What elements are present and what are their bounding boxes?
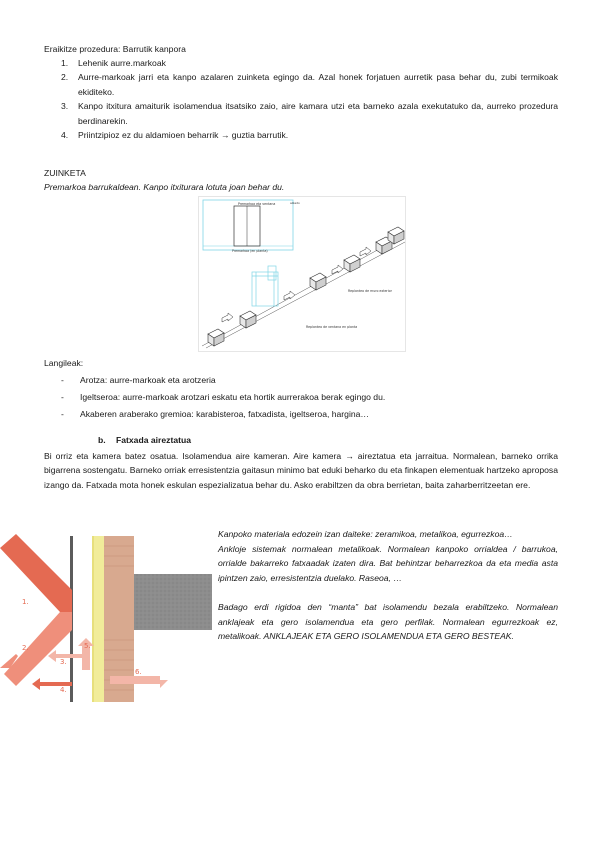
- list-item: 3. Kanpo itxitura amaiturik isolamendua itsatsiko zaio, aire kamara utzi eta barneko azala exekutatuko da, aurreko prozedura berdinarekin.: [61, 101, 558, 126]
- list-item: 2. Aurre-markoak jarri eta kanpo azalaren zuinketa egingo da. Azal honek forjatuen aurretik pasa behar du, zubi termikoak ekiditeko.: [61, 72, 558, 97]
- list-item: - Arotza: aurre-markoak eta arotzeria: [61, 375, 216, 385]
- reflected-ray-arrow: [4, 612, 72, 686]
- process-heading: Eraikitze prozedura: Barrutik kanpora: [44, 44, 186, 54]
- list-item: - Akaberen araberako gremioa: karabisteroa, fatxadista, igeltseroa, hargina…: [61, 409, 370, 419]
- zuinketa-title: ZUINKETA: [44, 168, 86, 178]
- figure1-label-right: Replanteo de muro exterior: [348, 289, 392, 293]
- section-b-letter: b.: [98, 435, 106, 445]
- figure1-label-top-b: Premarkoa (en planta): [232, 249, 268, 253]
- zuinketa-subtitle: Premarkoa barrukaldean. Kanpo itxiturara lotuta joan behar du.: [44, 182, 285, 192]
- figure1-tag: alzado: [290, 201, 300, 205]
- section-b-title: Fatxada aireztatua: [116, 435, 191, 445]
- sun-ray-arrow: [0, 534, 72, 612]
- facade-note-2: Ankloje sistemak normalean metalikoak. Normalean kanpoko orrialdea / barrukoa, orrialde bakarreko fatxaadak izaten dira. Bat behintzar beharrezkoa da eta media asta ipintzen zaio, erresistentzia duelako. Raseoa, …: [218, 543, 558, 583]
- figure1-label-bottom: Replanteo de ventana en planta: [306, 325, 358, 329]
- langileak-title: Langileak:: [44, 358, 84, 368]
- figure2-label-6: 6.: [135, 668, 142, 676]
- figure2-label-1: 1.: [22, 598, 29, 606]
- list-item: 1. Lehenik aurre.markoak: [61, 58, 166, 68]
- facade-note-3: Badago erdi rigidoa den “manta” bat isolamendu bezala erabiltzeko. Normalean anklajeak eta gero isolamendua eta gero perfilak. Normalean egurrezkoak ez, metalikoak. ANKLAJEAK ETA GERO ISOLAMENDUA ETA GERO BESTEAK.: [218, 601, 558, 642]
- figure1-label-top-a: Premarkoa eta ventana: [238, 202, 276, 206]
- process-steps: [44, 56, 558, 142]
- facade-note-1: Kanpoko materiala edozein izan daiteke: zeramikoa, metalikoa, egurrezkoa…: [218, 529, 513, 539]
- facade-notes: [218, 527, 558, 644]
- workers-list: [44, 372, 558, 423]
- section-b-paragraph: Bi orriz eta kamera batez osatua. Isolamendua aire kameran. Aire kamera → aireztatua eta jarraitua. Normalean, barneko orrika bigarrena sostengatu. Barneko orriak erresistentzia gaitasun minimo bat eduki beharko du eta finkapen elementuak hartzeko aproposa izango da. Fatxada mota honek eskulan espezializatua behar du. Asko erabiltzen da obra berrietan, baita zaharberritzeetan ere.: [44, 451, 558, 490]
- figure2-label-4: 4.: [60, 686, 67, 694]
- figure2-label-3: 3.: [60, 658, 67, 666]
- list-item: - Igeltseroa: aurre-markoak arotzari eskatu eta hortik aurrerakoa berak egingo du.: [61, 392, 386, 402]
- figure2-label-5: 5.: [84, 642, 91, 650]
- ventilated-facade-diagram: [0, 530, 212, 702]
- list-item: 4. Priintzipioz ez du aldamioen beharrik → guztia barrutik.: [61, 130, 289, 141]
- figure2-label-2: 2.: [22, 644, 29, 652]
- layout-drawing: [198, 196, 406, 352]
